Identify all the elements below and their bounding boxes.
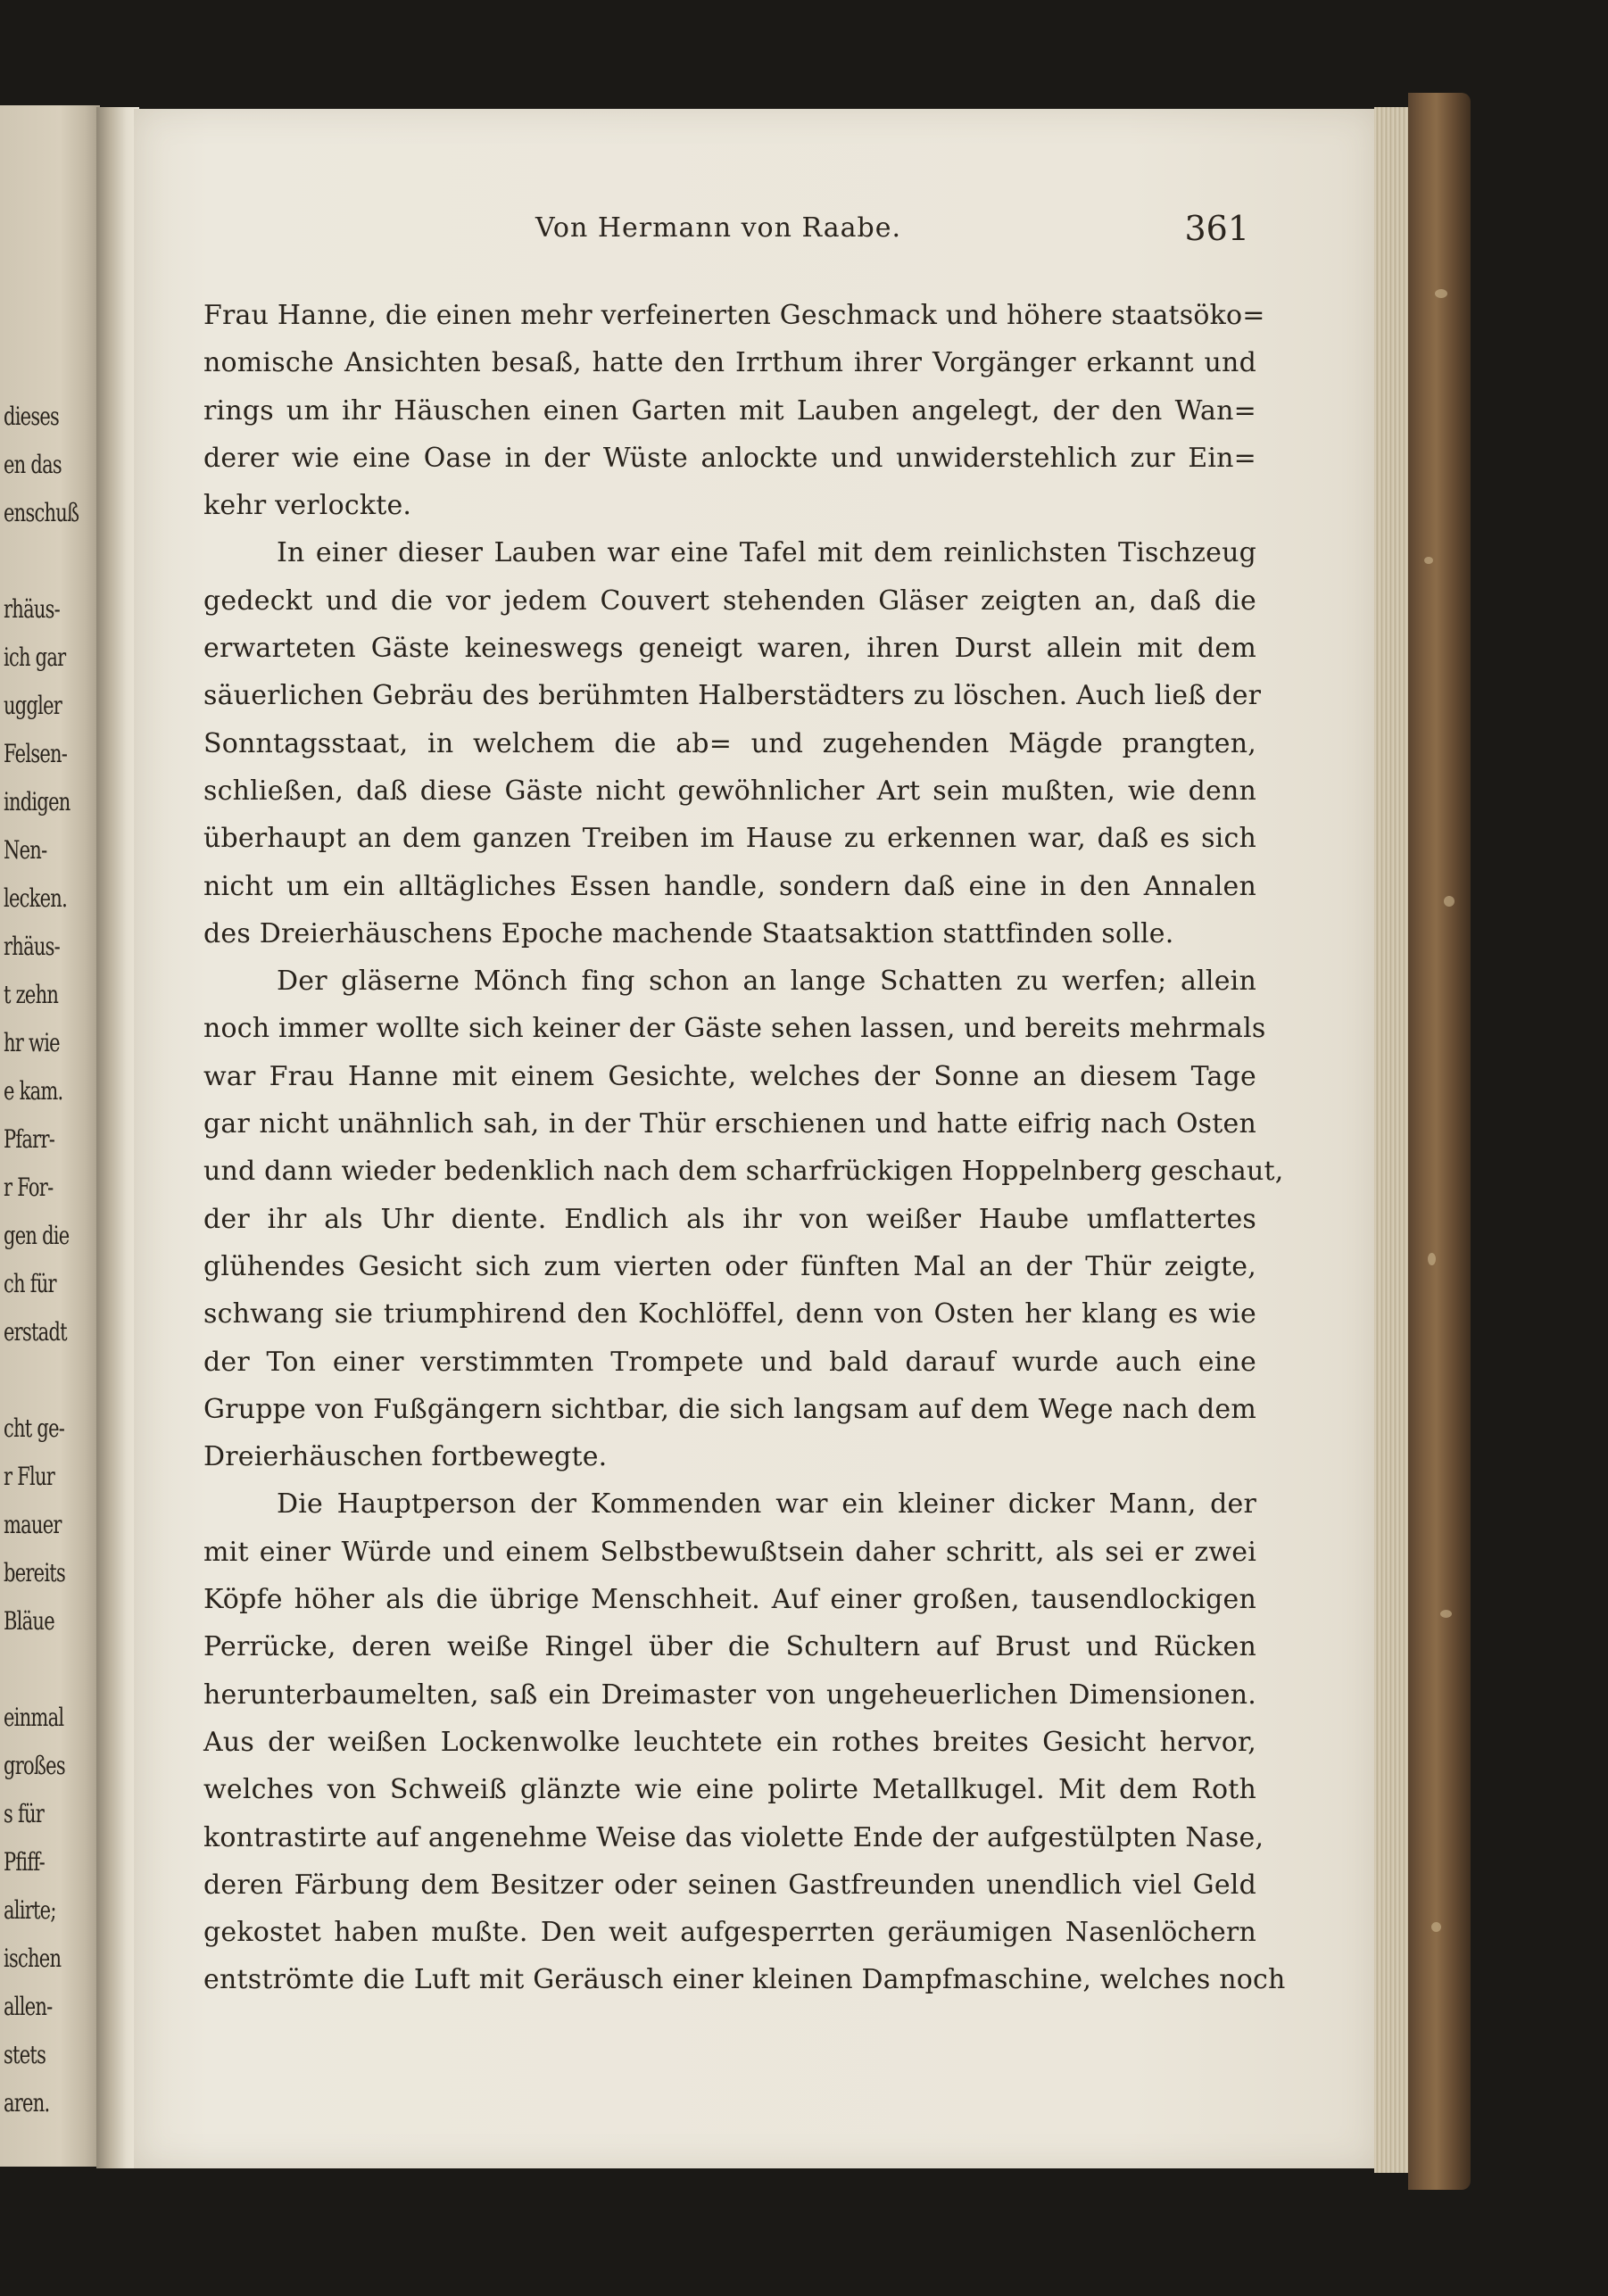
text-line: Köpfe höher als die übrige Menschheit. Auf einer großen, tausendlockigen: [203, 1584, 1256, 1616]
running-title: Von Hermann von Raabe.: [535, 212, 901, 244]
left-page-fragment: ch für: [4, 1269, 56, 1298]
leather-cover: [1408, 93, 1471, 2190]
page-number: 361: [1184, 209, 1249, 248]
left-page-fragment: Pfarr-: [4, 1124, 55, 1154]
book-gutter: [96, 107, 139, 2168]
text-line: Dreierhäuschen fortbewegte.: [203, 1441, 608, 1473]
text-line: nicht um ein alltägliches Essen handle, sondern daß eine in den Annalen: [203, 870, 1256, 902]
left-page-fragment: Nen-: [4, 835, 47, 865]
left-page-fragment: uggler: [4, 691, 62, 720]
left-page-fragment: t zehn: [4, 980, 59, 1009]
body-text: [203, 292, 1286, 2004]
text-line: Frau Hanne, die einen mehr verfeinerten Geschmack und höhere staatsöko=: [203, 300, 1265, 331]
left-page-fragment: Felsen-: [4, 739, 68, 768]
text-line: gekostet haben mußte. Den weit aufgesperrten geräumigen Nasenlöchern: [203, 1917, 1256, 1949]
left-page-fragment: hr wie: [4, 1028, 60, 1057]
text-line: nomische Ansichten besaß, hatte den Irrthum ihrer Vorgänger erkannt und: [203, 347, 1256, 379]
page-header: [187, 209, 1249, 257]
left-page: [0, 105, 100, 2167]
text-line: Perrücke, deren weiße Ringel über die Schultern auf Brust und Rücken: [203, 1631, 1256, 1663]
left-page-fragment: alirte;: [4, 1895, 56, 1925]
text-line: überhaupt an dem ganzen Treiben im Hause zu erkennen war, daß es sich: [203, 823, 1256, 855]
left-page-fragment: r For-: [4, 1173, 54, 1202]
text-line: derer wie eine Oase in der Wüste anlockte und unwiderstehlich zur Ein=: [203, 442, 1256, 474]
left-page-fragment: rhäus-: [4, 932, 60, 961]
left-page-fragment: Bläue: [4, 1606, 54, 1636]
text-line: der ihr als Uhr diente. Endlich als ihr von weißer Haube umflattertes: [203, 1203, 1256, 1235]
left-page-fragment: erstadt: [4, 1317, 67, 1347]
text-line: Gruppe von Fußgängern sichtbar, die sich langsam auf dem Wege nach dem: [203, 1393, 1256, 1425]
left-page-fragment: aren.: [4, 2088, 50, 2118]
text-line: kontrastirte auf angenehme Weise das violette Ende der aufgestülpten Nase,: [203, 1821, 1264, 1853]
left-page-fragment: einmal: [4, 1703, 64, 1732]
text-line: In einer dieser Lauben war eine Tafel mit dem reinlichsten Tischzeug: [277, 537, 1256, 569]
text-line: der Ton einer verstimmten Trompete und bald darauf wurde auch eine: [203, 1346, 1256, 1378]
left-page-fragment: rhäus-: [4, 594, 60, 624]
text-line: noch immer wollte sich keiner der Gäste sehen lassen, und bereits mehrmals: [203, 1013, 1266, 1045]
left-page-fragment: großes: [4, 1751, 65, 1780]
text-line: deren Färbung dem Besitzer oder seinen Gastfreunden unendlich viel Geld: [203, 1869, 1256, 1901]
left-page-fragment: indigen: [4, 787, 70, 816]
text-line: Sonntagsstaat, in welchem die ab= und zugehenden Mägde prangten,: [203, 727, 1256, 759]
left-page-fragment: cht ge-: [4, 1413, 65, 1443]
left-page-fragment: ich gar: [4, 642, 66, 672]
left-page-fragment: lecken.: [4, 883, 68, 913]
text-line: säuerlichen Gebräu des berühmten Halberstädters zu löschen. Auch ließ der: [203, 680, 1262, 712]
text-line: entströmte die Luft mit Geräusch einer kleinen Dampfmaschine, welches noch: [203, 1964, 1286, 1996]
text-line: kehr verlockte.: [203, 490, 412, 522]
text-line: schwang sie triumphirend den Kochlöffel, denn von Osten her klang es wie: [203, 1298, 1256, 1330]
left-page-fragment: bereits: [4, 1558, 66, 1587]
text-line: und dann wieder bedenklich nach dem scharfrückigen Hoppelnberg geschaut,: [203, 1156, 1284, 1188]
left-page-fragment: s für: [4, 1799, 45, 1828]
left-page-fragment: e kam.: [4, 1076, 63, 1106]
text-line: erwarteten Gäste keineswegs geneigt waren, ihren Durst allein mit dem: [203, 633, 1256, 665]
text-line: welches von Schweiß glänzte wie eine polirte Metallkugel. Mit dem Roth: [203, 1774, 1256, 1806]
left-page-fragment: ischen: [4, 1944, 62, 1973]
left-page-fragment: dieses: [4, 402, 60, 431]
text-line: mit einer Würde und einem Selbstbewußtsein daher schritt, als sei er zwei: [203, 1536, 1256, 1568]
text-line: glühendes Gesicht sich zum vierten oder fünften Mal an der Thür zeigte,: [203, 1250, 1256, 1282]
left-page-fragment: enschuß: [4, 498, 79, 527]
text-line: Aus der weißen Lockenwolke leuchtete ein rothes breites Gesicht hervor,: [203, 1726, 1256, 1758]
text-line: gar nicht unähnlich sah, in der Thür erschienen und hatte eifrig nach Osten: [203, 1108, 1256, 1140]
page-edges: [1374, 107, 1410, 2173]
left-page-fragment: stets: [4, 2040, 46, 2069]
text-line: Der gläserne Mönch fing schon an lange Schatten zu werfen; allein: [277, 966, 1256, 998]
left-page-fragment: r Flur: [4, 1462, 55, 1491]
text-line: des Dreierhäuschens Epoche machende Staatsaktion stattfinden solle.: [203, 917, 1174, 949]
left-page-fragment: gen die: [4, 1221, 70, 1250]
text-line: Die Hauptperson der Kommenden war ein kleiner dicker Mann, der: [277, 1488, 1256, 1521]
text-line: herunterbaumelten, saß ein Dreimaster von ungeheuerlichen Dimensionen.: [203, 1678, 1256, 1711]
text-line: schließen, daß diese Gäste nicht gewöhnlicher Art sein mußten, wie denn: [203, 775, 1256, 807]
left-page-fragment: en das: [4, 450, 62, 479]
text-line: rings um ihr Häuschen einen Garten mit Lauben angelegt, der den Wan=: [203, 394, 1256, 427]
text-line: gedeckt und die vor jedem Couvert stehenden Gläser zeigten an, daß die: [203, 584, 1256, 617]
text-line: war Frau Hanne mit einem Gesichte, welches der Sonne an diesem Tage: [203, 1060, 1256, 1092]
left-page-fragment: allen-: [4, 1992, 53, 2021]
left-page-fragment: mauer: [4, 1510, 62, 1539]
left-page-fragment: Pfiff-: [4, 1847, 46, 1877]
